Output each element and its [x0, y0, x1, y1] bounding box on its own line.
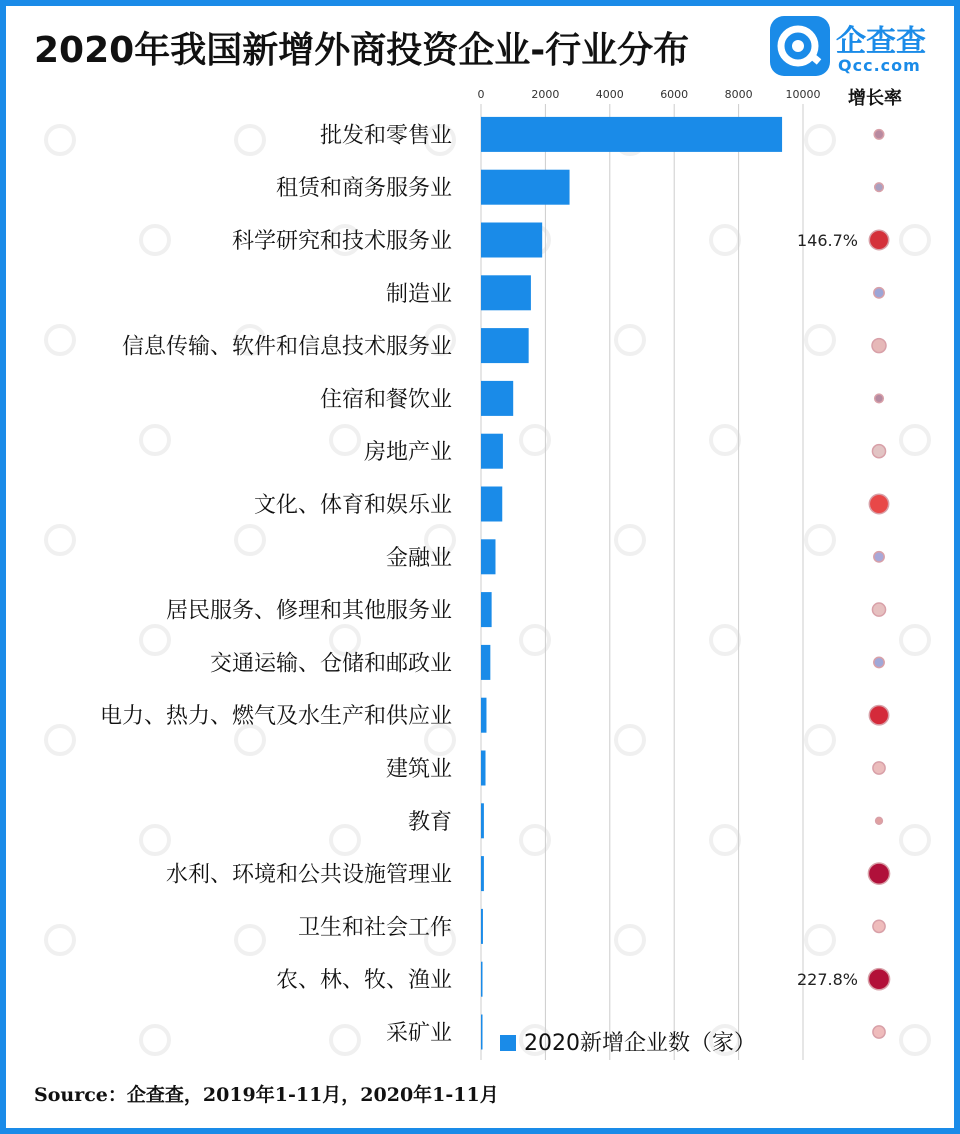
watermark-icon	[711, 426, 739, 454]
bar	[481, 856, 484, 891]
watermark-icon	[426, 726, 454, 754]
watermark-icon	[141, 1026, 169, 1054]
watermark-icon	[901, 226, 929, 254]
watermark-icon	[806, 526, 834, 554]
category-label: 交通运输、仓储和邮政业	[209, 651, 452, 677]
category-label: 居民服务、修理和其他服务业	[165, 598, 452, 624]
growth-rate-header: 增长率	[848, 88, 902, 109]
growth-bubble	[869, 706, 888, 725]
source-note: Source：企查查，2019年1-11月，2020年1-11月	[34, 1084, 499, 1106]
growth-bubble	[869, 230, 888, 249]
watermark-icon	[711, 226, 739, 254]
watermark-icon	[46, 526, 74, 554]
x-tick-label: 2000	[531, 88, 560, 101]
category-label: 水利、环境和公共设施管理业	[165, 862, 452, 888]
growth-bubble	[874, 288, 884, 298]
watermark-icon	[331, 1026, 359, 1054]
category-label: 卫生和社会工作	[297, 915, 452, 941]
watermark-icon	[331, 826, 359, 854]
watermark-icon	[901, 426, 929, 454]
category-label: 批发和零售业	[319, 123, 452, 149]
growth-bubble	[872, 445, 885, 458]
bar	[481, 170, 570, 205]
watermark-icon	[236, 726, 264, 754]
watermark-icon	[141, 626, 169, 654]
category-label: 住宿和餐饮业	[319, 387, 452, 413]
legend-swatch	[500, 1035, 516, 1051]
x-tick-label: 10000	[785, 88, 821, 101]
legend-label: 2020新增企业数（家）	[524, 1031, 756, 1056]
category-label: 租赁和商务服务业	[275, 176, 452, 202]
growth-bubble	[873, 762, 885, 774]
growth-bubble	[876, 817, 883, 824]
watermark-icon	[616, 726, 644, 754]
legend	[500, 1026, 756, 1057]
category-label: 采矿业	[385, 1021, 452, 1046]
watermark-icon	[711, 826, 739, 854]
category-label: 科学研究和技术服务业	[231, 229, 452, 254]
bar	[481, 487, 502, 522]
watermark-icon	[521, 826, 549, 854]
growth-label: 227.8%	[796, 970, 858, 990]
category-label: 电力、热力、燃气及水生产和供应业	[99, 704, 452, 730]
x-tick-label: 0	[477, 88, 485, 101]
growth-bubble	[868, 863, 889, 884]
growth-bubble	[873, 920, 885, 932]
watermark-icon	[806, 926, 834, 954]
watermark-icon	[521, 426, 549, 454]
category-label: 信息传输、软件和信息技术服务业	[121, 334, 452, 360]
watermark-layer	[46, 126, 929, 1054]
growth-bubble	[874, 657, 884, 667]
watermark-icon	[616, 326, 644, 354]
category-label: 教育	[407, 809, 452, 835]
category-label: 文化、体育和娱乐业	[253, 493, 452, 518]
category-labels	[100, 123, 452, 1046]
growth-bubble	[872, 603, 885, 616]
growth-label: 146.7%	[796, 231, 858, 250]
growth-bubble	[874, 130, 884, 140]
bar	[481, 751, 486, 786]
watermark-icon	[46, 926, 74, 954]
category-label: 建筑业	[385, 757, 452, 782]
x-tick-label: 6000	[660, 88, 689, 101]
growth-bubble	[874, 552, 884, 562]
watermark-icon	[711, 626, 739, 654]
growth-bubble	[873, 1026, 885, 1038]
bar	[481, 909, 483, 944]
category-label: 金融业	[385, 545, 452, 571]
watermark-icon	[141, 226, 169, 254]
watermark-icon	[141, 426, 169, 454]
logo-text-cn: 企查查	[836, 24, 926, 59]
watermark-icon	[901, 1026, 929, 1054]
watermark-icon	[331, 426, 359, 454]
watermark-icon	[901, 626, 929, 654]
x-tick-label: 4000	[595, 88, 624, 101]
watermark-icon	[901, 826, 929, 854]
category-label: 房地产业	[363, 440, 452, 466]
watermark-icon	[46, 726, 74, 754]
watermark-icon	[46, 126, 74, 154]
bar	[481, 275, 531, 310]
watermark-icon	[331, 626, 359, 654]
watermark-icon	[236, 526, 264, 554]
bars	[481, 117, 782, 1050]
watermark-icon	[236, 926, 264, 954]
watermark-icon	[616, 926, 644, 954]
bar	[481, 434, 503, 469]
watermark-icon	[806, 326, 834, 354]
bar	[481, 539, 495, 574]
watermark-icon	[806, 726, 834, 754]
bar	[481, 381, 513, 416]
bar	[481, 223, 542, 258]
growth-bubble	[872, 339, 886, 353]
growth-bubble	[869, 494, 888, 513]
watermark-icon	[236, 126, 264, 154]
bar	[481, 328, 529, 363]
watermark-icon	[521, 626, 549, 654]
watermark-icon	[141, 826, 169, 854]
category-label: 制造业	[385, 281, 452, 307]
bar	[481, 1015, 483, 1050]
growth-bubble	[868, 969, 889, 990]
bar	[481, 645, 490, 680]
watermark-icon	[46, 326, 74, 354]
growth-bubbles	[868, 130, 889, 1038]
watermark-icon	[616, 526, 644, 554]
bar	[481, 592, 492, 627]
logo-text-en: Qcc.com	[838, 56, 921, 75]
chart-title: 2020年我国新增外商投资企业-行业分布	[34, 30, 690, 71]
bar	[481, 803, 484, 838]
bar	[481, 698, 486, 733]
x-tick-label: 8000	[724, 88, 753, 101]
watermark-icon	[806, 126, 834, 154]
category-label: 农、林、牧、渔业	[275, 968, 452, 994]
x-axis-ticks	[478, 88, 821, 101]
growth-bubble	[875, 394, 884, 403]
bar	[481, 117, 782, 152]
growth-bubble	[875, 183, 884, 192]
bar	[481, 962, 483, 997]
